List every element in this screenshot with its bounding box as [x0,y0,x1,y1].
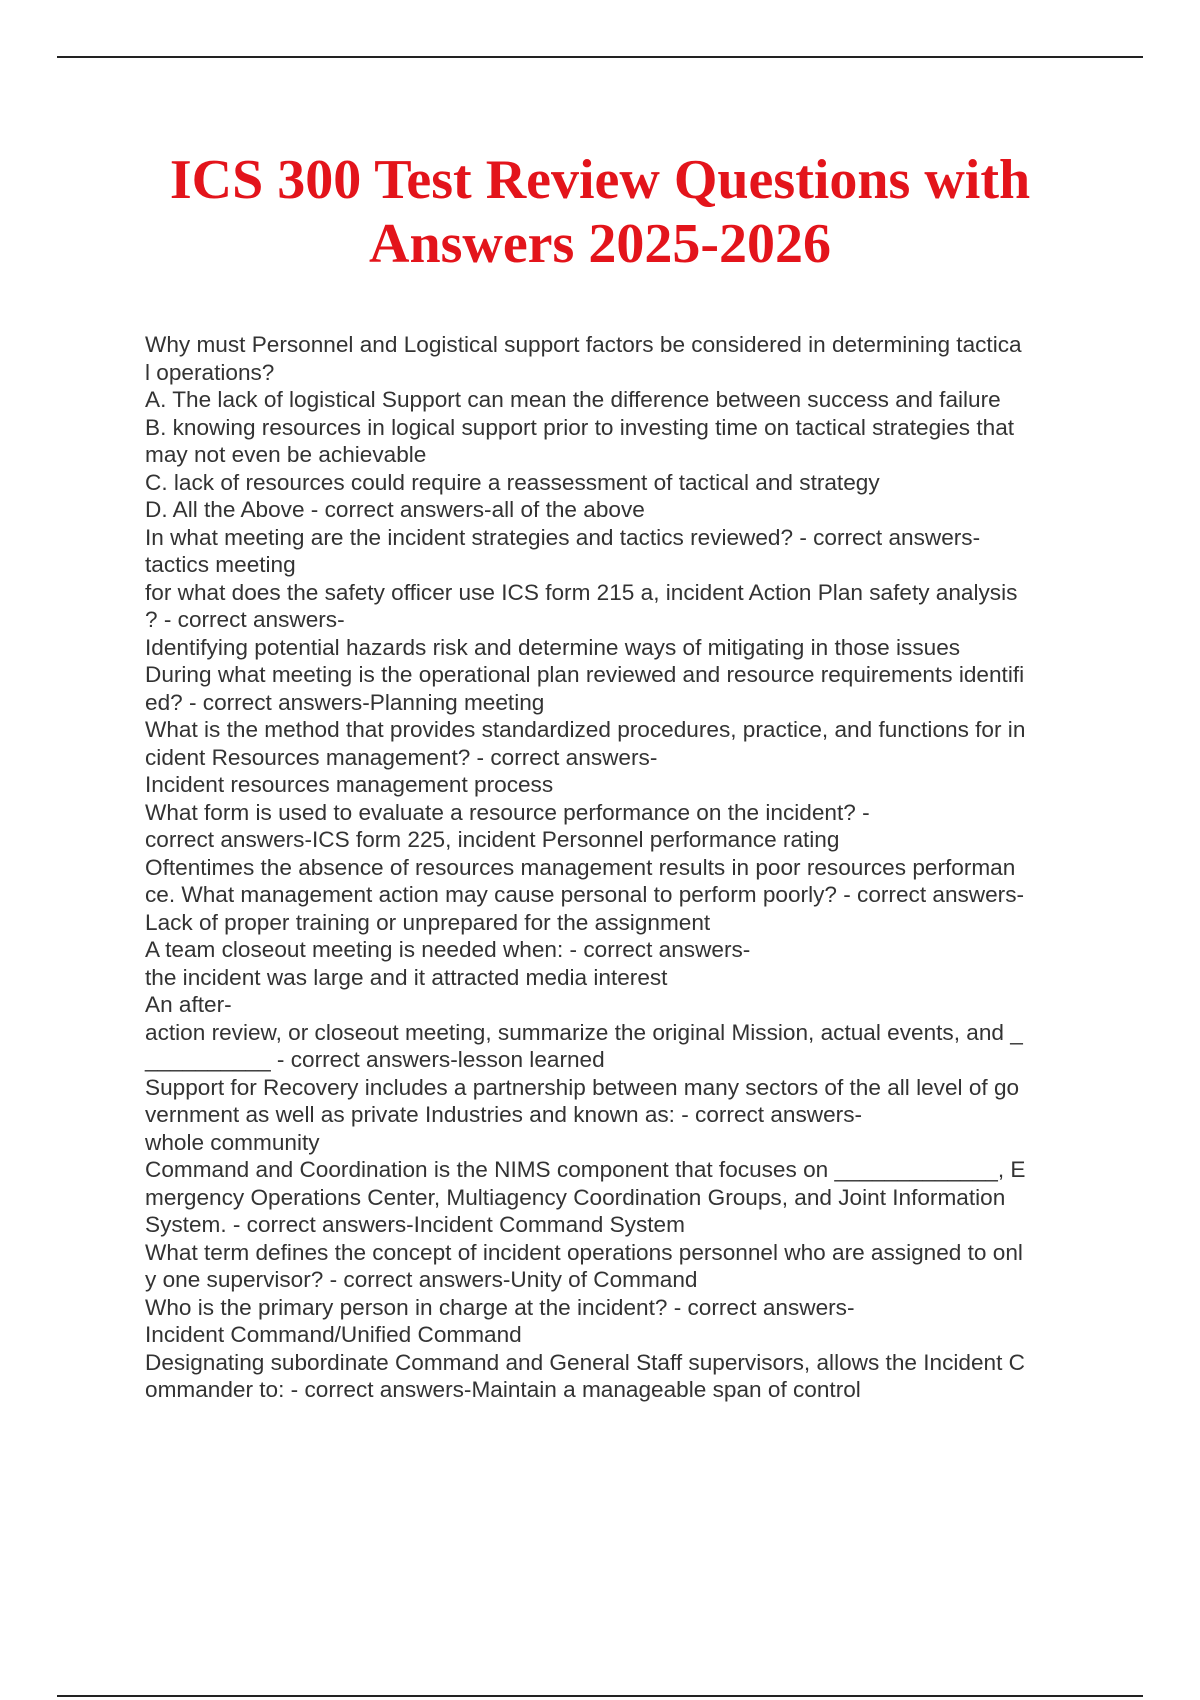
body-text-line: correct answers-ICS form 225, incident Personnel performance rating [145,827,840,852]
body-text-line: Support for Recovery includes a partnership between many sectors of the all level of go [145,1074,1020,1100]
body-text-line: Lack of proper training or unprepared for the assignment [145,909,711,935]
document-title [0,148,1200,276]
body-text-line: vernment as well as private Industries and known as: - correct answers- [145,1102,863,1127]
body-text-line: Incident resources management process [145,772,554,797]
question-answer-body [145,331,1095,1404]
body-text-line: ce. What management action may cause personal to perform poorly? - correct answers- [145,882,1025,907]
body-text-line: __________ - correct answers-lesson learned [145,1047,605,1072]
body-text-line: D. All the Above - correct answers-all of the above [145,497,645,522]
footer-rule [57,1695,1143,1697]
body-text-line: ed? - correct answers-Planning meeting [145,689,545,715]
body-text-line: System. - correct answers-Incident Command System [145,1212,685,1237]
body-text-line: y one supervisor? - correct answers-Unity of Command [145,1267,698,1292]
document-title-line-1: ICS 300 Test Review Questions with [169,149,1031,211]
body-text-line: tactics meeting [145,552,296,577]
body-text-line: What form is used to evaluate a resource performance on the incident? - [145,799,870,825]
body-text-line: ? - correct answers- [145,607,345,632]
body-text-line: may not even be achievable [145,442,427,467]
body-text-line: Identifying potential hazards risk and determine ways of mitigating in those issues [145,634,961,660]
body-text-line: Incident Command/Unified Command [145,1322,522,1347]
body-text-line: During what meeting is the operational plan reviewed and resource requirements identifi [145,662,1025,687]
document-title-line-2: Answers 2025-2026 [369,213,831,275]
body-text-line: Command and Coordination is the NIMS component that focuses on _____________, E [145,1157,1026,1182]
body-text-line: Designating subordinate Command and General Staff supervisors, allows the Incident C [145,1349,1025,1375]
body-text-line: What is the method that provides standardized procedures, practice, and functions for in [145,717,1026,742]
body-text-line: A. The lack of logistical Support can mean the difference between success and failure [145,387,1001,412]
body-text-line: B. knowing resources in logical support prior to investing time on tactical strategies that [145,414,1015,440]
body-text-line: An after- [145,992,232,1017]
body-text-line: Oftentimes the absence of resources management results in poor resources performan [145,854,1016,880]
body-text-line: A team closeout meeting is needed when: - correct answers- [145,937,751,962]
body-text-line: the incident was large and it attracted media interest [145,964,668,990]
body-text-line: Why must Personnel and Logistical support factors be considered in determining tactica [145,332,1022,357]
body-text-line: mergency Operations Center, Multiagency Coordination Groups, and Joint Information [145,1184,1006,1210]
body-text-line: C. lack of resources could require a reassessment of tactical and strategy [145,469,880,495]
body-text-line: ommander to: - correct answers-Maintain a manageable span of control [145,1377,861,1402]
body-text-line: What term defines the concept of incident operations personnel who are assigned to onl [145,1239,1023,1265]
body-text-line: In what meeting are the incident strategies and tactics reviewed? - correct answers- [145,524,981,550]
body-text-line: whole community [145,1129,320,1155]
body-text-line: cident Resources management? - correct answers- [145,744,658,770]
body-text-line: action review, or closeout meeting, summarize the original Mission, actual events, and _ [145,1019,1023,1045]
body-text-line: Who is the primary person in charge at the incident? - correct answers- [145,1294,855,1320]
header-rule [57,56,1143,58]
body-text-line: l operations? [145,359,275,385]
body-text-line: for what does the safety officer use ICS form 215 a, incident Action Plan safety analysis [145,579,1018,605]
